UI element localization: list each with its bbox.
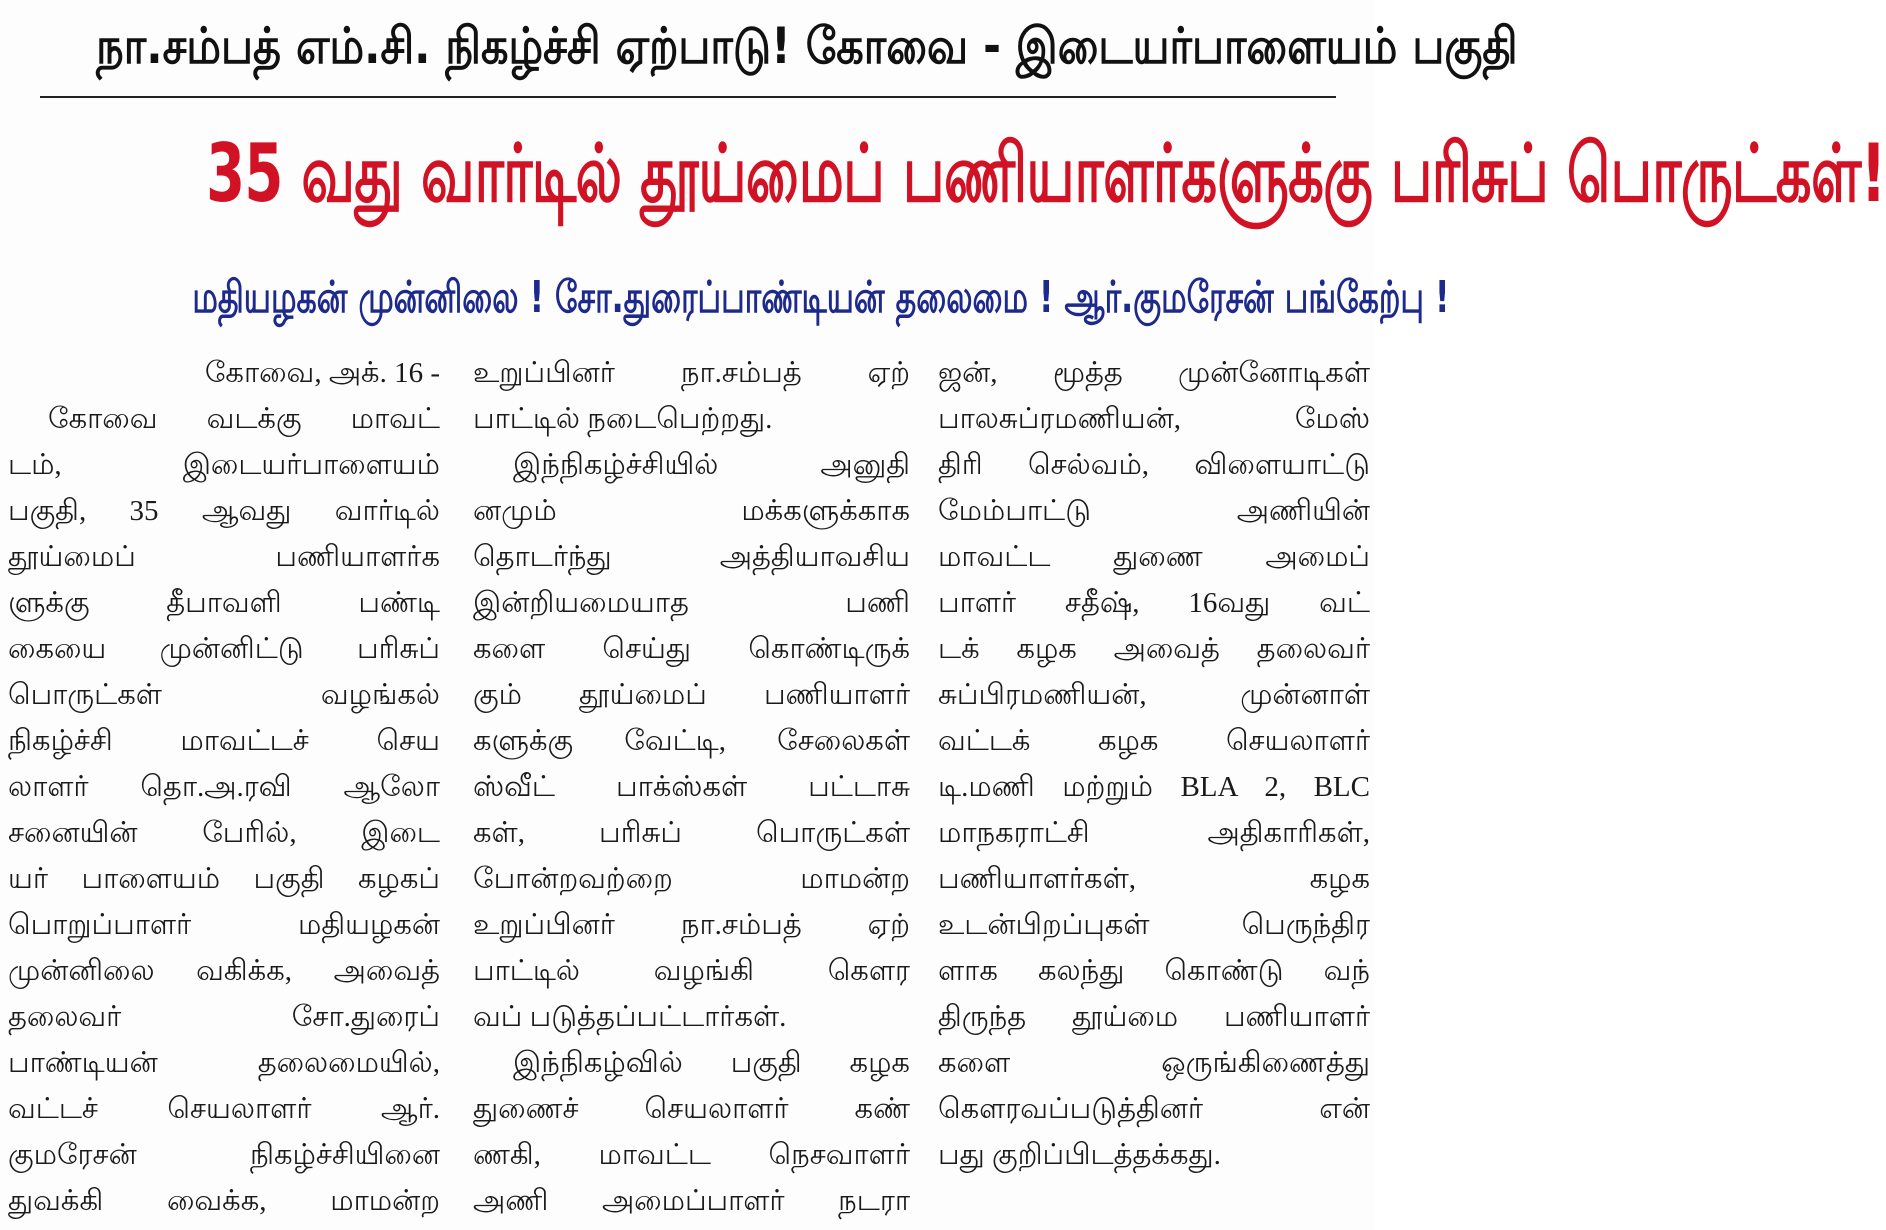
- article-line: ளாக கலந்து கொண்டு வந்: [938, 955, 1370, 987]
- article-line: பது குறிப்பிடத்தக்கது.: [938, 1139, 1221, 1171]
- article-line: னமும் மக்களுக்காக: [473, 495, 910, 527]
- article-line: ஜன், மூத்த முன்னோடிகள்: [938, 357, 1370, 389]
- article-line: கும் தூய்மைப் பணியாளர்: [473, 679, 910, 711]
- article-line: பொருட்கள் வழங்கல்: [8, 679, 440, 711]
- article-line: அணி அமைப்பாளர் நடரா: [473, 1185, 910, 1217]
- article-line: திருந்த தூய்மை பணியாளர்: [938, 1001, 1370, 1033]
- article-line: சனையின் பேரில், இடை: [8, 817, 440, 849]
- article-line: பொறுப்பாளர் மதியழகன்: [8, 909, 440, 941]
- article-line: டக் கழக அவைத் தலைவர்: [938, 633, 1370, 665]
- article-line: மேம்பாட்டு அணியின்: [938, 495, 1370, 527]
- article-line: போன்றவற்றை மாமன்ற: [473, 863, 910, 895]
- dateline: கோவை, அக். 16 -: [204, 357, 440, 389]
- article-line: இந்நிகழ்ச்சியில் அனுதி: [513, 449, 910, 481]
- article-line: பாளர் சதீஷ், 16வது வட்: [938, 587, 1370, 619]
- article-line: டி.மணி மற்றும் BLA 2, BLC: [938, 771, 1370, 803]
- article-line: பாட்டில் வழங்கி கௌர: [473, 955, 910, 987]
- article-line: வட்டச் செயலாளர் ஆர்.: [8, 1093, 440, 1125]
- article-column-3: [938, 350, 1370, 1220]
- article-line: ளுக்கு தீபாவளி பண்டி: [8, 587, 440, 619]
- article-line: நிகழ்ச்சி மாவட்டச் செய: [8, 725, 440, 757]
- article-line: உடன்பிறப்புகள் பெருந்திர: [938, 909, 1370, 941]
- article-line: கையை முன்னிட்டு பரிசுப்: [8, 633, 440, 665]
- article-line: குமரேசன் நிகழ்ச்சியினை: [8, 1139, 440, 1171]
- article-line: லாளர் தொ.அ.ரவி ஆலோ: [8, 771, 440, 803]
- article-line: இந்நிகழ்வில் பகுதி கழக: [513, 1047, 910, 1079]
- article-line: ஸ்வீட் பாக்ஸ்கள் பட்டாசு: [473, 771, 910, 803]
- article-line: உறுப்பினர் நா.சம்பத் ஏற்: [473, 357, 910, 389]
- kicker-divider: [40, 96, 1336, 98]
- article-line: பகுதி, 35 ஆவது வார்டில்: [8, 495, 440, 527]
- article-line: மாநகராட்சி அதிகாரிகள்,: [938, 817, 1370, 849]
- article-column-1: [8, 350, 440, 1220]
- article-line: பாண்டியன் தலைமையில்,: [8, 1047, 440, 1079]
- article-body: [8, 350, 1370, 1220]
- article-line: கோவை வடக்கு மாவட்: [48, 403, 440, 435]
- article-line: கௌரவப்படுத்தினர் என்: [938, 1093, 1370, 1125]
- article-line: முன்னிலை வகிக்க, அவைத்: [8, 955, 440, 987]
- article-line: சுப்பிரமணியன், முன்னாள்: [938, 679, 1370, 711]
- article-line: யர் பாளையம் பகுதி கழகப்: [8, 863, 440, 895]
- article-line: தலைவர் சோ.துரைப்: [8, 1001, 440, 1033]
- article-line: திரி செல்வம், விளையாட்டு: [938, 449, 1370, 481]
- article-line: துவக்கி வைக்க, மாமன்ற: [8, 1185, 440, 1217]
- subheadline: மதியழகன் முன்னிலை ! சோ.துரைப்பாண்டியன் தலைமை ! ஆர்.குமரேசன் பங்கேற்பு !: [192, 272, 1450, 323]
- article-line: பாலசுப்ரமணியன், மேஸ்: [938, 403, 1370, 435]
- article-line: துணைச் செயலாளர் கண்: [473, 1093, 910, 1125]
- article-line: பாட்டில் நடைபெற்றது.: [473, 403, 773, 435]
- article-line: ணகி, மாவட்ட நெசவாளர்: [473, 1139, 910, 1171]
- headline: 35 வது வார்டில் தூய்மைப் பணியாளர்களுக்கு பரிசுப் பொருட்கள்!: [206, 127, 1886, 220]
- article-line: உறுப்பினர் நா.சம்பத் ஏற்: [473, 909, 910, 941]
- article-line: களை ஒருங்கிணைத்து: [938, 1047, 1370, 1079]
- article-line: தூய்மைப் பணியாளர்க: [8, 541, 440, 573]
- article-line: இன்றியமையாத பணி: [473, 587, 910, 619]
- article-line: பணியாளர்கள், கழக: [938, 863, 1370, 895]
- article-line: மாவட்ட துணை அமைப்: [938, 541, 1370, 573]
- article-line: களுக்கு வேட்டி, சேலைகள்: [473, 725, 910, 757]
- article-column-2: [473, 350, 910, 1220]
- article-line: வட்டக் கழக செயலாளர்: [938, 725, 1370, 757]
- kicker-line: நா.சம்பத் எம்.சி. நிகழ்ச்சி ஏற்பாடு! கோவை - இடையர்பாளையம் பகுதி: [96, 17, 1518, 75]
- article-line: களை செய்து கொண்டிருக்: [473, 633, 910, 665]
- article-line: தொடர்ந்து அத்தியாவசிய: [473, 541, 910, 573]
- article-line: கள், பரிசுப் பொருட்கள்: [473, 817, 910, 849]
- article-line: வப் படுத்தப்பட்டார்கள்.: [473, 1001, 787, 1033]
- article-line: டம், இடையர்பாளையம்: [8, 449, 440, 481]
